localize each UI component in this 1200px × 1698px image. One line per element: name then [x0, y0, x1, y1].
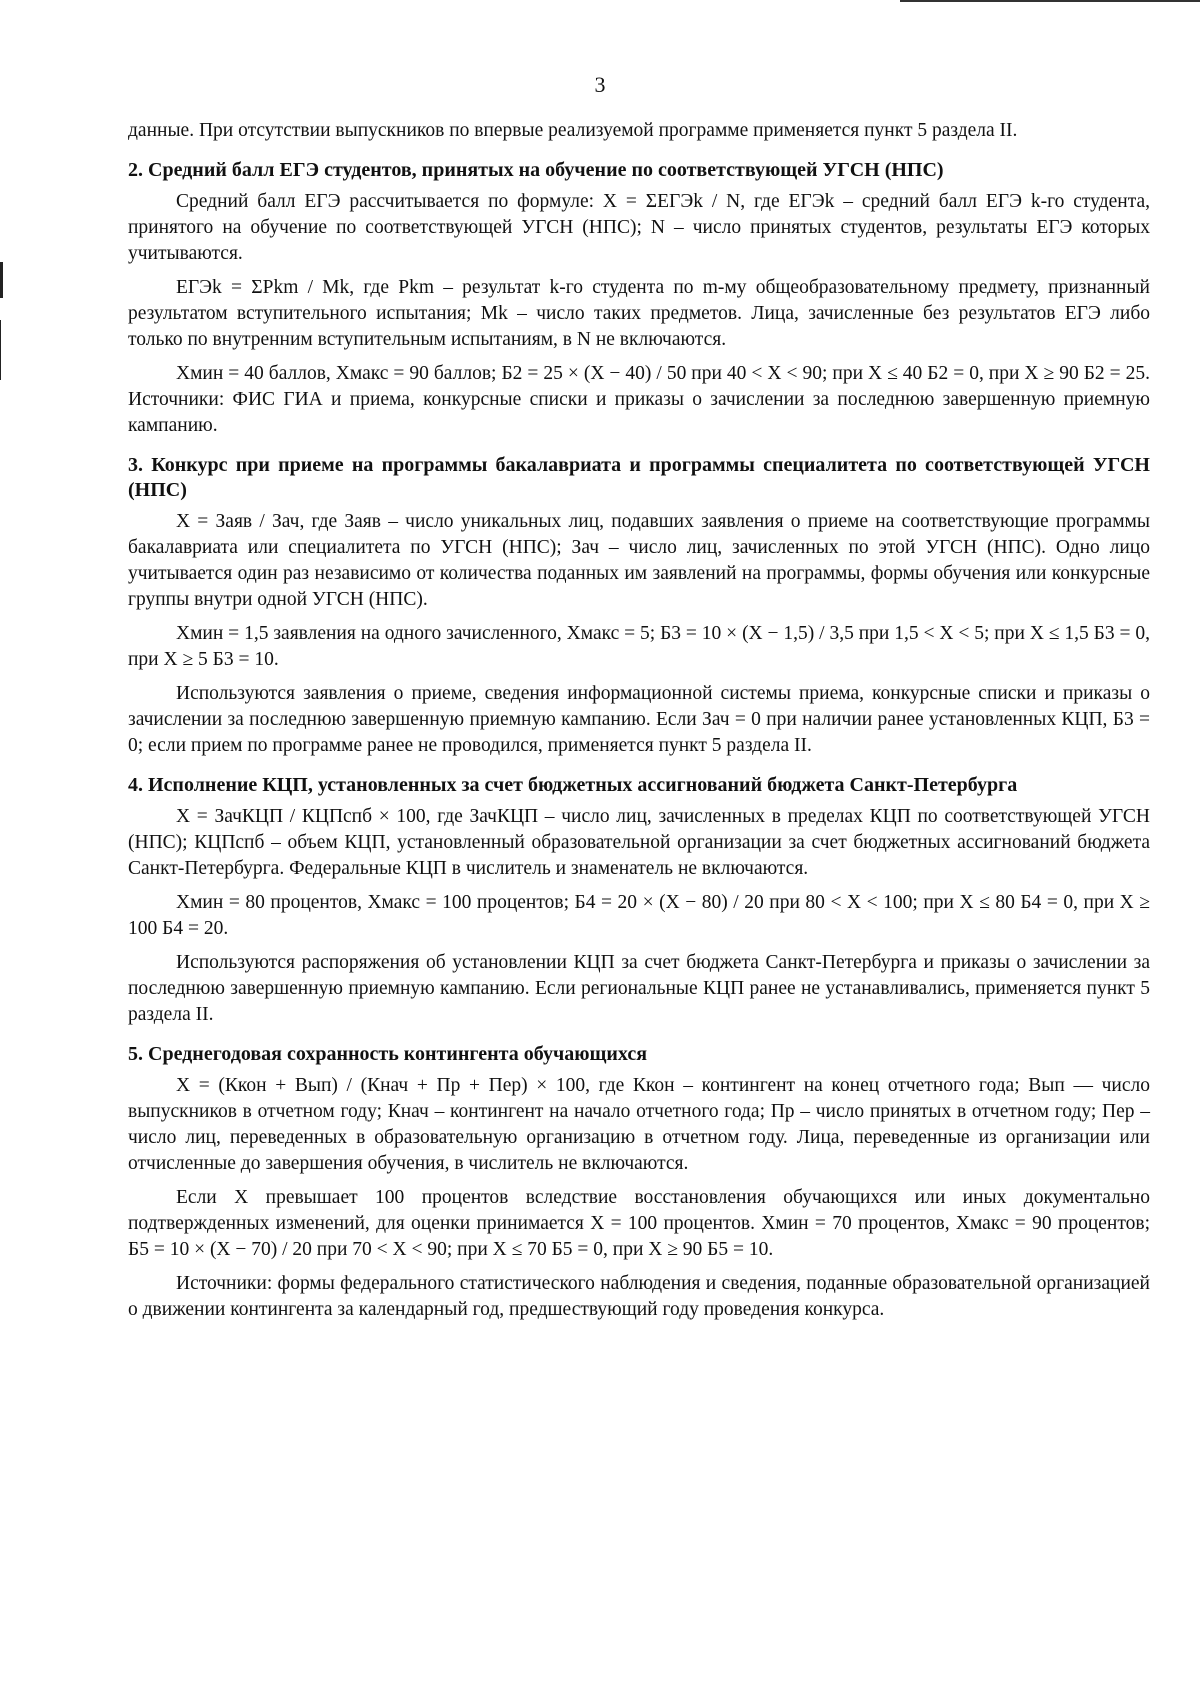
scan-top-rule	[900, 0, 1200, 2]
section-3	[128, 453, 1150, 759]
section-4	[128, 773, 1150, 1028]
paragraph: Если X превышает 100 процентов вследствие восстановления обучающихся или иных документально подтвержденных изменений, для оценки принимается X = 100 процентов. Xмин = 70 процентов, Xмакс = 90 процентов; Б5 = 10 × (X − 70) / 20 при 70 < X < 90; при X ≤ 70 Б5 = 0, при X ≥ 90 Б5 = 10.	[128, 1187, 1150, 1260]
page-number: 3	[594, 72, 606, 97]
paragraph: ЕГЭk = ΣPkm / Mk, где Pkm – результат k-го студента по m-му общеобразовательному предмету, признанный результатом вступительного испытания; Mk – число таких предметов. Лица, зачисленные без результатов ЕГЭ либо только по внутренним вступительным испытаниям, в N не включаются.	[128, 277, 1150, 350]
section-2	[128, 158, 1150, 439]
paragraph: X = (Ккон + Вып) / (Кнач + Пр + Пер) × 100, где Ккон – контингент на конец отчетного года; Вып — число выпускников в отчетном году; Кнач – контингент на начало отчетного года; Пр – число принятых в отчетном году; Пер – число лиц, переведенных в образовательную организацию в отчетном году. Лица, переведенные из организации или отчисленные до завершения обучения, в числитель не включаются.	[128, 1075, 1150, 1174]
paragraph: Xмин = 1,5 заявления на одного зачисленного, Xмакс = 5; Б3 = 10 × (X − 1,5) / 3,5 при 1,5 < X < 5; при X ≤ 1,5 Б3 = 0, при X ≥ 5 Б3 = 10.	[128, 623, 1150, 670]
paragraph: X = Заяв / Зач, где Заяв – число уникальных лиц, подавших заявления о приеме на соответствующие программы бакалавриата или специалитета по УГСН (НПС); Зач – число лиц, зачисленных по этой УГСН (НПС). Одно лицо учитывается один раз независимо от количества поданных им заявлений на программы, формы обучения или конкурсные группы внутри одной УГСН (НПС).	[128, 511, 1150, 610]
paragraph: X = ЗачКЦП / КЦПспб × 100, где ЗачКЦП – число лиц, зачисленных в пределах КЦП по соответствующей УГСН (НПС); КЦПспб – объем КЦП, установленный образовательной организации за счет бюджетных ассигнований бюджета Санкт-Петербурга. Федеральные КЦП в числитель и знаменатель не включаются.	[128, 806, 1150, 879]
paragraph: Средний балл ЕГЭ рассчитывается по формуле: X = ΣЕГЭk / N, где ЕГЭk – средний балл ЕГЭ k-го студента, принятого на обучение по соответствующей УГСН (НПС); N – число принятых студентов, результаты ЕГЭ которых учитываются.	[128, 191, 1150, 264]
scan-edge-mark	[0, 262, 3, 298]
document-body	[128, 118, 1150, 1331]
section-heading: 2. Средний балл ЕГЭ студентов, принятых на обучение по соответствующей УГСН (НПС)	[128, 159, 944, 181]
section-heading: 5. Среднегодовая сохранность контингента обучающихся	[128, 1043, 648, 1065]
paragraph: Используются распоряжения об установлении КЦП за счет бюджета Санкт-Петербурга и приказы о зачислении за последнюю завершенную приемную кампанию. Если региональные КЦП ранее не устанавливались, применяется пункт 5 раздела II.	[128, 952, 1150, 1025]
section-heading: 3. Конкурс при приеме на программы бакалавриата и программы специалитета по соответствующей УГСН (НПС)	[128, 454, 1150, 501]
paragraph: Xмин = 40 баллов, Xмакс = 90 баллов; Б2 = 25 × (X − 40) / 50 при 40 < X < 90; при X ≤ 40 Б2 = 0, при X ≥ 90 Б2 = 25. Источники: ФИС ГИА и приема, конкурсные списки и приказы о зачислении за последнюю завершенную приемную кампанию.	[128, 363, 1150, 436]
scan-edge-mark	[0, 320, 1, 380]
intro-paragraph: данные. При отсутствии выпускников по впервые реализуемой программе применяется пункт 5 раздела II.	[128, 120, 1018, 141]
paragraph: Используются заявления о приеме, сведения информационной системы приема, конкурсные списки и приказы о зачислении за последнюю завершенную приемную кампанию. Если Зач = 0 при наличии ранее установленных КЦП, Б3 = 0; если прием по программе ранее не проводился, применяется пункт 5 раздела II.	[128, 683, 1150, 756]
paragraph: Источники: формы федерального статистического наблюдения и сведения, поданные образовательной организацией о движении контингента за календарный год, предшествующий году проведения конкурса.	[128, 1273, 1150, 1320]
section-heading: 4. Исполнение КЦП, установленных за счет бюджетных ассигнований бюджета Санкт-Петербурга	[128, 774, 1018, 796]
section-5	[128, 1042, 1150, 1323]
paragraph: Xмин = 80 процентов, Xмакс = 100 процентов; Б4 = 20 × (X − 80) / 20 при 80 < X < 100; при X ≤ 80 Б4 = 0, при X ≥ 100 Б4 = 20.	[128, 892, 1150, 939]
